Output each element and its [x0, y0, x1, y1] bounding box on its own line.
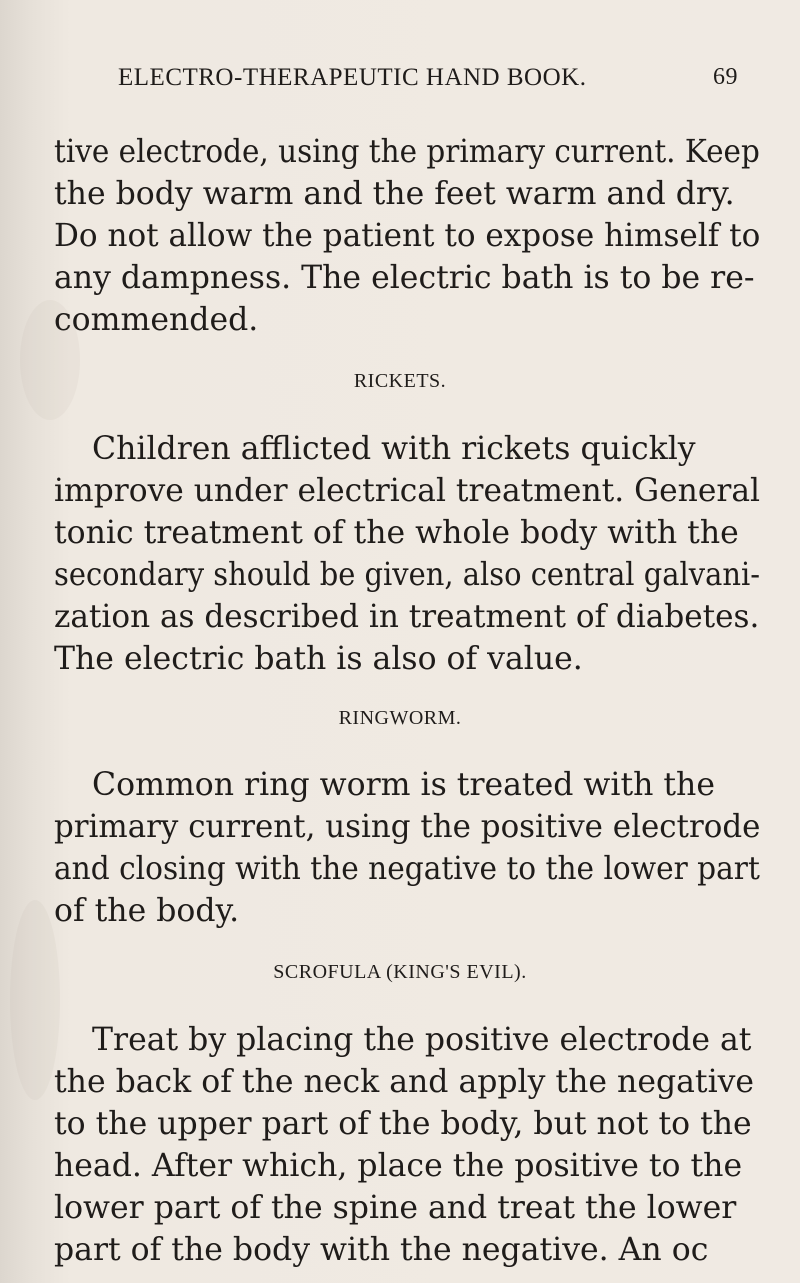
paragraph-line: zation as described in treatment of diabetes. [54, 599, 760, 635]
section-heading-rickets: RICKETS. [353, 370, 447, 392]
paragraph-line: to the upper part of the body, but not to the [54, 1106, 752, 1142]
paragraph-line: commended. [54, 302, 259, 338]
section-heading-scrofula: SCROFULA (KING'S EVIL). [273, 961, 527, 983]
paragraph-line: tonic treatment of the whole body with the [54, 515, 739, 551]
paragraph-line: of the body. [54, 893, 240, 929]
paragraph-line: lower part of the spine and treat the lower [54, 1190, 737, 1226]
paragraph-line: Treat by placing the positive electrode at [92, 1022, 752, 1058]
running-head-title: ELECTRO-THERAPEUTIC HAND BOOK. [118, 64, 587, 91]
paragraph-line: the body warm and the feet warm and dry. [54, 176, 735, 212]
paragraph-line: the back of the neck and apply the negative [54, 1064, 755, 1100]
paragraph-line: and closing with the negative to the lower part [54, 851, 760, 887]
paragraph-line: Common ring worm is treated with the [92, 767, 715, 803]
paper-stain [10, 900, 60, 1100]
paragraph-line: improve under electrical treatment. General [54, 473, 761, 509]
paragraph-line: primary current, using the positive electrode [54, 809, 761, 845]
paragraph-line: The electric bath is also of value. [54, 641, 583, 677]
page-number: 69 [713, 64, 738, 90]
section-heading-ringworm: RINGWORM. [338, 707, 462, 729]
paragraph-line: head. After which, place the positive to the [54, 1148, 743, 1184]
paragraph-line: Do not allow the patient to expose himself to [54, 218, 761, 254]
paragraph-line: tive electrode, using the primary current. Keep [54, 134, 760, 170]
paragraph-line: Children afflicted with rickets quickly [92, 431, 696, 467]
paragraph-line: secondary should be given, also central galvani- [54, 557, 760, 593]
paragraph-line: part of the body with the negative. An oc [54, 1232, 709, 1268]
paragraph-line: any dampness. The electric bath is to be re- [54, 260, 755, 296]
